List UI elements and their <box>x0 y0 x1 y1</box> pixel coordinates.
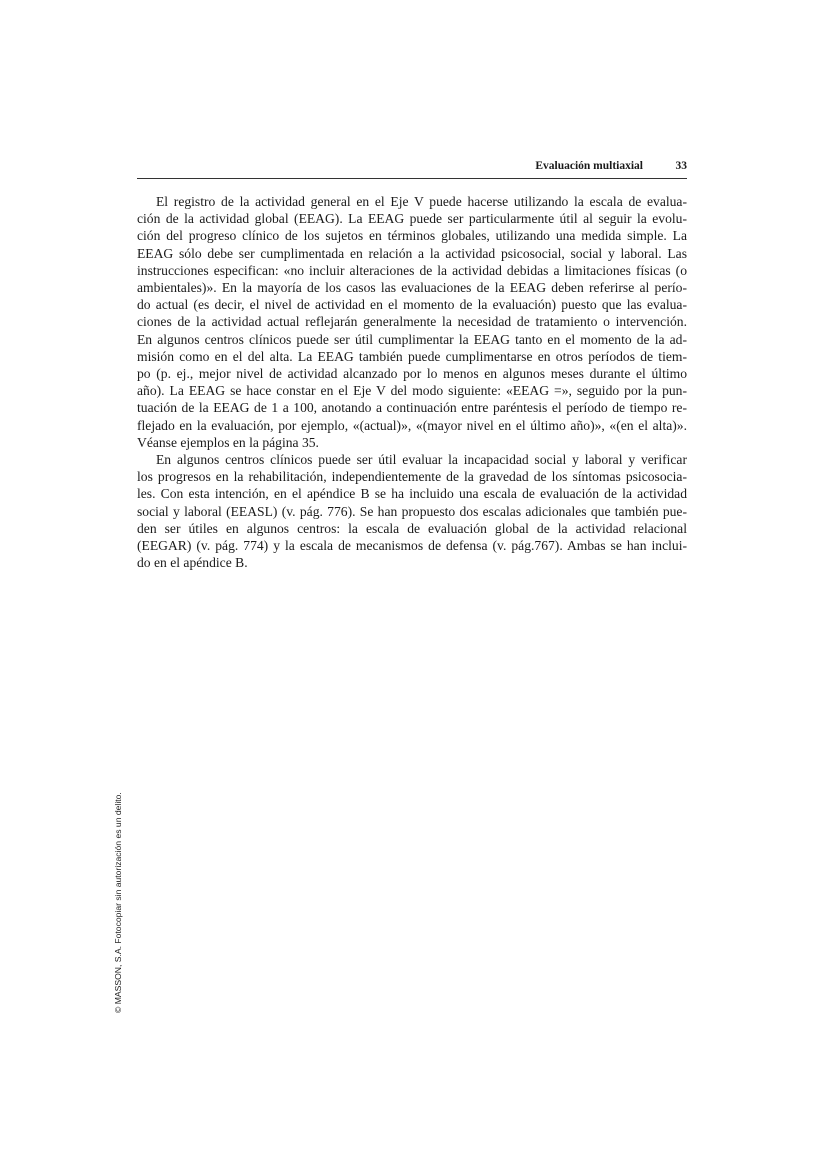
text-line: den ser útiles en algunos centros: la escala de evaluación global de la actividad relacional <box>137 520 687 536</box>
text-line: ambientales)». En la mayoría de los casos las evaluaciones de la EEAG deben referirse al perío- <box>137 280 687 296</box>
text-line: EEAG sólo debe ser cumplimentada en relación a la actividad psicosocial, social y laboral. Las <box>137 245 687 261</box>
paragraph-1 <box>137 193 687 451</box>
text-line: los progresos en la rehabilitación, independientemente de la gravedad de los síntomas psicosocia- <box>137 469 687 485</box>
copyright-notice: © MASSON, S.A. Fotocopiar sin autorización es un delito. <box>113 792 123 1013</box>
text-line: En algunos centros clínicos puede ser útil cumplimentar la EEAG tanto en el momento de la ad- <box>137 331 687 347</box>
text-line: ciones de la actividad actual reflejarán generalmente la necesidad de tratamiento o intervención. <box>137 314 687 330</box>
text-line: tuación de la EEAG de 1 a 100, anotando a continuación entre paréntesis el período de tiempo re- <box>137 400 687 416</box>
text-line: año). La EEAG se hace constar en el Eje V del modo siguiente: «EEAG =», seguido por la pun- <box>137 383 687 399</box>
text-line: flejado en la evaluación, por ejemplo, «(actual)», «(mayor nivel en el último año)», «(en el alta)». <box>137 417 687 433</box>
text-line: po (p. ej., mejor nivel de actividad alcanzado por lo menos en algunos meses durante el último <box>137 366 687 382</box>
text-line: ción del progreso clínico de los sujetos en términos globales, utilizando una medida simple. La <box>137 228 687 244</box>
text-line: social y laboral (EEASL) (v. pág. 776). Se han propuesto dos escalas adicionales que también pue- <box>137 503 687 519</box>
text-line: El registro de la actividad general en el Eje V puede hacerse utilizando la escala de evalua- <box>156 194 687 209</box>
text-line: En algunos centros clínicos puede ser útil evaluar la incapacidad social y laboral y verificar <box>156 452 687 468</box>
text-line: do en el apéndice B. <box>137 555 248 571</box>
text-line: les. Con esta intención, en el apéndice B se ha incluido una escala de evaluación de la actividad <box>137 486 687 502</box>
running-head-title: Evaluación multiaxial <box>535 160 643 172</box>
text-line: Véanse ejemplos en la página 35. <box>137 434 319 450</box>
text-line: do actual (es decir, el nivel de actividad en el momento de la evaluación) puesto que las evalua- <box>137 297 687 313</box>
page-number: 33 <box>675 160 687 172</box>
text-line: ción de la actividad global (EEAG). La EEAG puede ser particularmente útil al seguir la evolu- <box>137 211 687 227</box>
running-head <box>137 158 687 179</box>
text-line: instrucciones especifican: «no incluir alteraciones de la actividad debidas a limitaciones físicas (o <box>137 262 687 278</box>
text-line: misión como en el del alta. La EEAG también puede cumplimentarse en otros períodos de tiem- <box>137 348 687 364</box>
body-text <box>137 193 687 571</box>
text-line: (EEGAR) (v. pág. 774) y la escala de mecanismos de defensa (v. pág.767). Ambas se han inclui- <box>137 538 687 554</box>
paragraph-2 <box>137 451 687 571</box>
